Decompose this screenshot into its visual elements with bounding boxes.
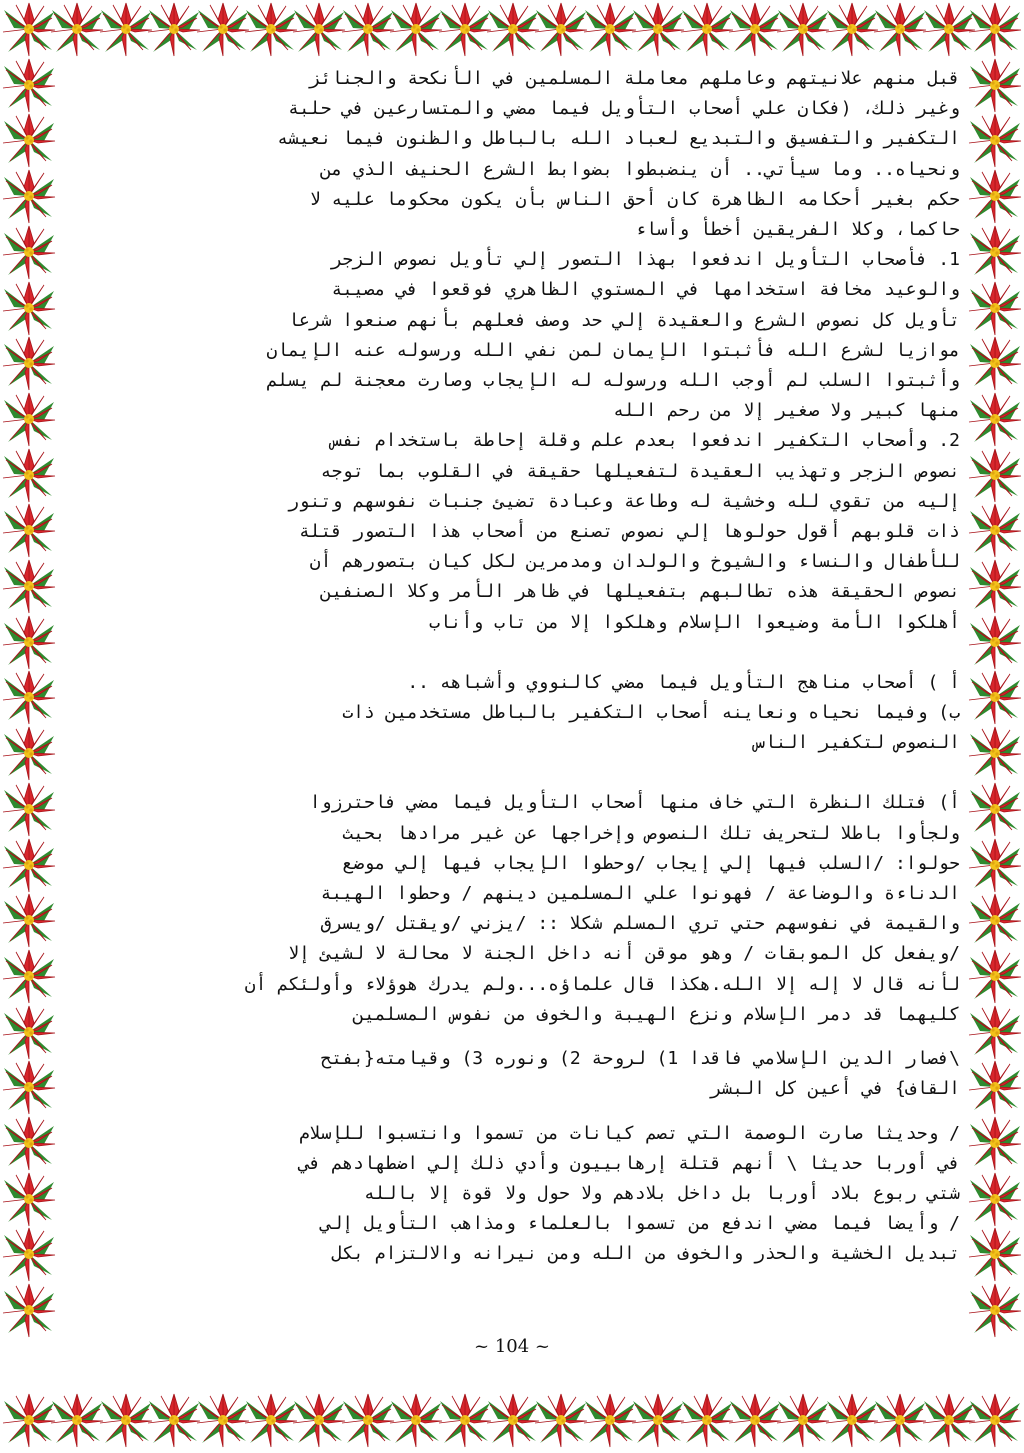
poinsettia-icon [966, 557, 1024, 615]
poinsettia-icon [966, 111, 1024, 169]
text-line: \فصار الدين الإسلامي فاقدا 1) لروحة 2) ونوره 3) وقيامته{بفتح [320, 1048, 960, 1070]
poinsettia-icon [966, 334, 1024, 392]
text-line: شتي ربوع بلاد أوربا بل داخل بلادهم ولا حول ولا قوة إلا بالله [363, 1182, 960, 1204]
text-line: والوعيد مخافة استخدامها في المستوي الظاهري فوقعوا في مصيبة [331, 279, 960, 301]
text-line: الدناءة والوضاعة / فهونوا علي المسلمين دينهم / وحطوا الهيبة [320, 883, 960, 905]
text-line: 1. فأصحاب التأويل اندفعوا بهذا التصور إلي تأويل نصوص الزجر [331, 249, 960, 271]
text-line: أ) فتلك النظرة التي خاف منها أصحاب التأويل فيما مضي فاحترزوا [309, 792, 960, 814]
text-line: القاف} في أعين كل البشر [710, 1078, 960, 1100]
text-line: /ويفعل كل الموبقات / وهو موقن أنه داخل الجنة لا محالة لا لشيئ إلا [288, 943, 960, 965]
poinsettia-icon [966, 836, 1024, 894]
poinsettia-icon [966, 613, 1024, 671]
text-line: نصوص الزجر وتهذيب العقيدة لتفعيلها حقيقة في القلوب بما توجه [320, 460, 960, 482]
paragraph-spacer [68, 1105, 960, 1119]
poinsettia-icon [966, 223, 1024, 281]
poinsettia-icon [0, 223, 58, 281]
text-line: النصوص لتكفير الناس [754, 732, 960, 754]
poinsettia-icon [966, 1058, 1024, 1116]
poinsettia-icon [0, 891, 58, 949]
text-line: لأنه قال لا إله إلا الله.هكذا قال علماؤه...ولم يدرك هوؤلاء وأولئكم أن [244, 973, 960, 995]
poinsettia-icon [0, 780, 58, 838]
poinsettia-icon [0, 279, 58, 337]
poinsettia-icon [966, 891, 1024, 949]
text-line: منها كبير ولا صغير إلا من رحم الله [613, 400, 960, 422]
text-line: للأطفال والنساء والشيوخ والولدان ومدمرين لكل كيان بتصورهم أن [309, 551, 960, 573]
poinsettia-icon [0, 334, 58, 392]
text-line: ولجأوا باطلا لتحريف تلك النصوص وإخراجها عن غير مرادها بحيث [342, 822, 960, 844]
poinsettia-icon [0, 1225, 58, 1283]
text-line: ذات قلوبهم أقول حولوها إلي نصوص تصنع من أصحاب هذا التصور قتلة [298, 521, 960, 543]
text-line: حكم بغير أحكامه الظاهرة كان أحق الناس بأن يكون محكوما عليه لا [309, 188, 960, 210]
text-line: والقيمة في نفوسهم حتي تري المسلم شكلا :: /يزني /ويقتل /ويسرق [320, 913, 960, 935]
poinsettia-icon [0, 613, 58, 671]
poinsettia-icon [0, 501, 58, 559]
poinsettia-icon [0, 56, 58, 114]
poinsettia-icon [966, 279, 1024, 337]
poinsettia-icon [966, 1003, 1024, 1061]
paragraph-spacer [68, 1030, 960, 1044]
poinsettia-icon [966, 724, 1024, 782]
text-line: إليه من تقوي لله وخشية له وطاعة وعبادة تضيئ جنبات نفوسهم وتنور [288, 490, 960, 512]
page-number: ~ 104 ~ [474, 1336, 550, 1357]
text-line: قبل منهم علانيتهم وعاملهم معاملة المسلمين في الأنكحة والجنائز [309, 68, 960, 89]
poinsettia-icon [966, 0, 1024, 58]
poinsettia-icon [0, 1003, 58, 1061]
poinsettia-icon [966, 1170, 1024, 1228]
poinsettia-icon [0, 1058, 58, 1116]
poinsettia-icon [966, 390, 1024, 448]
text-line: وغير ذلك، (فكان علي أصحاب التأويل فيما مضي والمتسارعين في حلبة [288, 98, 960, 120]
poinsettia-icon [966, 1391, 1024, 1449]
poinsettia-icon [966, 446, 1024, 504]
poinsettia-icon [0, 668, 58, 726]
text-line: أهلكوا الأمة وضيعوا الإسلام وهلكوا إلا من تاب وأناب [428, 611, 960, 633]
document-body [68, 64, 960, 1374]
text-line: تبديل الخشية والحذر والخوف من الله ومن نيرانه والالتزام بكل [331, 1243, 960, 1265]
paragraph-spacer [68, 638, 960, 668]
text-line: موازيا لشرع الله فأثبتوا الإيمان لمن نفي الله ورسوله عنه الإيمان [266, 339, 960, 361]
poinsettia-icon [0, 446, 58, 504]
poinsettia-icon [966, 1225, 1024, 1283]
text-line: ب) وفيما نحياه ونعاينه أصحاب التكفير بالباطل مستخدمين ذات [342, 702, 960, 724]
text-line: 2. وأصحاب التكفير اندفعوا بعدم علم وقلة إحاطة باستخدام نفس [331, 430, 960, 452]
poinsettia-icon [0, 167, 58, 225]
text-line: كليهما قد دمر الإسلام ونزع الهيبة والخوف من نفوس المسلمين [353, 1003, 960, 1025]
poinsettia-icon [0, 1114, 58, 1172]
text-line: / وأيضا فيما مضي اندفع من تسموا بالعلماء ومذاهب التأويل إلي [320, 1213, 960, 1235]
text-line: حولوا: /السلب فيها إلي إيجاب /وحطوا الإيجاب فيها إلي موضع [342, 852, 960, 874]
poinsettia-icon [966, 167, 1024, 225]
poinsettia-icon [0, 111, 58, 169]
poinsettia-icon [0, 1281, 58, 1339]
poinsettia-icon [966, 1114, 1024, 1172]
poinsettia-icon [966, 501, 1024, 559]
poinsettia-icon [966, 668, 1024, 726]
poinsettia-icon [0, 947, 58, 1005]
text-line: في أوربا حديثا \ أنهم قتلة إرهابييون وأدي ذلك إلي اضطهادهم في [298, 1152, 960, 1174]
poinsettia-icon [0, 724, 58, 782]
text-line: تأويل كل نصوص الشرع والعقيدة إلي حد وصف فعلهم بأنهم صنعوا شرعا [288, 309, 960, 331]
poinsettia-icon [0, 836, 58, 894]
poinsettia-icon [0, 557, 58, 615]
text-line: وأثبتوا السلب لم أوجب الله ورسوله له الإيجاب وصارت معجنة لم يسلم [266, 370, 960, 392]
text-line: التكفير والتفسيق والتبديع لعباد الله بالباطل والظنون فيما نعيشه [277, 128, 960, 150]
poinsettia-icon [0, 390, 58, 448]
poinsettia-icon [966, 947, 1024, 1005]
poinsettia-icon [966, 780, 1024, 838]
text-line: حاكما، وكلا الفريقين أخطأ وأساء [634, 219, 960, 241]
text-line: / وحديثا صارت الوصمة التي تصم كيانات من تسموا وانتسبوا للإسلام [298, 1122, 960, 1144]
text-line: نصوص الحقيقة هذه تطالبهم بتفعيلها في ظاهر الأمر وكلا الصنفين [320, 581, 960, 603]
poinsettia-icon [966, 1281, 1024, 1339]
poinsettia-icon [0, 1170, 58, 1228]
poinsettia-icon [966, 56, 1024, 114]
paragraph-spacer [68, 758, 960, 788]
text-line: ونحياه.. وما سيأتي.. أن ينضبطوا بضوابط الشرع الحنيف الذي من [320, 158, 960, 180]
text-line: أ ) أصحاب مناهج التأويل فيما مضي كالنووي وأشباهه .. [407, 671, 960, 693]
